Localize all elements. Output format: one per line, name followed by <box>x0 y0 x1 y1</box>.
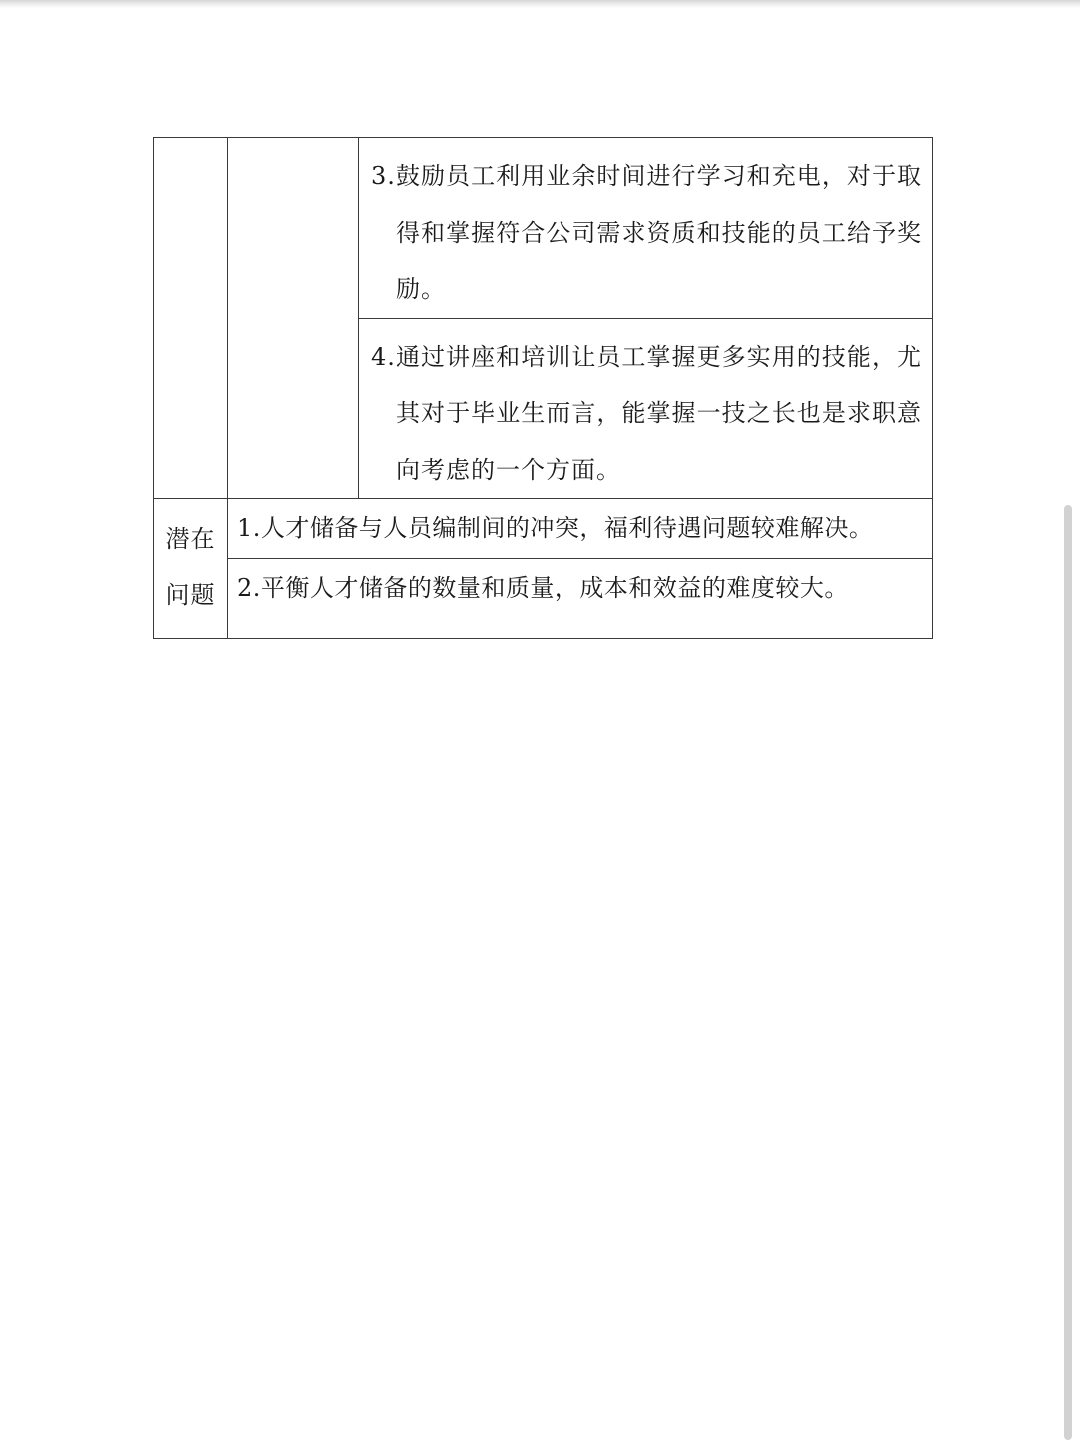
measure-item-cell <box>359 138 933 319</box>
issues-label-line-1: 潜在 <box>165 525 216 553</box>
table-row <box>154 499 933 559</box>
empty-subcategory-cell <box>228 138 359 499</box>
issue-item-1: 1.人才储备与人员编制间的冲突，福利待遇问题较难解决。 <box>237 514 874 542</box>
issue-cell <box>228 559 933 639</box>
table-row <box>154 559 933 639</box>
issue-item-2: 2.平衡人才储备的数量和质量，成本和效益的难度较大。 <box>237 574 849 602</box>
issue-cell <box>228 499 933 559</box>
table-row <box>154 138 933 319</box>
measure-item-4: 4.通过讲座和培训让员工掌握更多实用的技能，尤其对于毕业生而言，能掌握一技之长也是求职意向考虑的一个方面。 <box>371 342 922 484</box>
issues-label-line-2: 问题 <box>165 581 216 609</box>
vertical-scrollbar[interactable] <box>1064 505 1072 1440</box>
measure-item-cell <box>359 318 933 499</box>
issues-label-cell <box>154 499 228 639</box>
measure-item-3: 3.鼓励员工利用业余时间进行学习和充电，对于取得和掌握符合公司需求资质和技能的员工给予奖励。 <box>371 162 922 303</box>
measures-table <box>153 137 933 639</box>
empty-category-cell <box>154 138 228 499</box>
top-edge-shadow <box>0 0 1080 8</box>
